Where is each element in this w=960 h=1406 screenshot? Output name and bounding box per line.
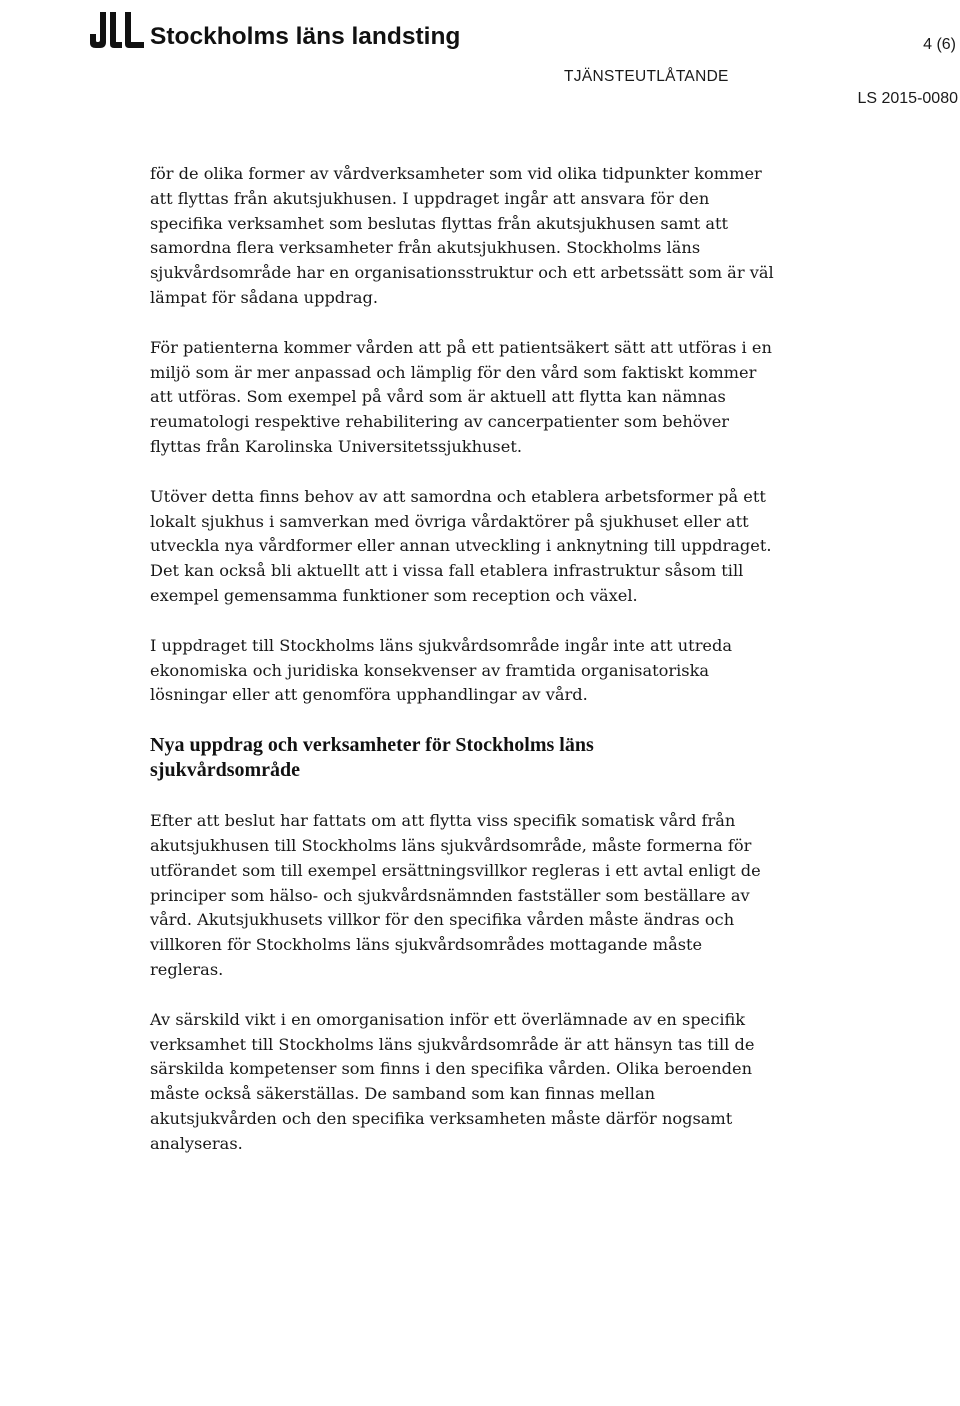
- document-reference: LS 2015-0080: [857, 90, 958, 107]
- body-paragraph-4: I uppdraget till Stockholms läns sjukvårdsområde ingår inte att utreda ekonomiska och juridiska konsekvenser av framtida organisatoriska lösningar eller att genomföra upphandlingar av vård.: [150, 635, 733, 705]
- body-paragraph-6: Av särskild vikt i en omorganisation inför ett överlämnade av en specifik verksamhet till Stockholms läns sjukvårdsområde är att hänsyn tas till de särskilda kompetenser som finns i den specifika vården. Olika beroenden måste också säkerställas. De samband som kan finnas mellan akutsjukvården och den specifika verksamheten måste därför nogsamt analyseras.: [150, 1009, 755, 1153]
- body-paragraph-5: Efter att beslut har fattats om att flytta viss specifik somatisk vård från akutsjukhusen till Stockholms läns sjukvårdsområde, måste formerna för utförandet som till exempel ersättningsvillkor regleras i ett avtal enligt de principer som hälso- och sjukvårdsnämnden fastställer som beställare av vård. Akutsjukhusets villkor för den specifika vården måste ändras och villkoren för Stockholms läns sjukvårdsområdes mottagande måste regleras.: [150, 811, 761, 979]
- section-heading: Nya uppdrag och verksamheter för Stockholms läns sjukvårdsområde: [150, 734, 594, 782]
- header-logo: [88, 10, 460, 50]
- body-paragraph-1: för de olika former av vårdverksamheter som vid olika tidpunkter kommer att flyttas från akutsjukhusen. I uppdraget ingår att ansvara för den specifika verksamhet som beslutas flyttas från akutsjukhusen samt att samordna flera verksamheter från akutsjukhusen. Stockholms läns sjukvårdsområde har en organisationsstruktur och ett arbetssätt som är väl lämpat för sådana uppdrag.: [150, 164, 774, 307]
- page-number: 4 (6): [923, 36, 956, 53]
- body-paragraph-3: Utöver detta finns behov av att samordna och etablera arbetsformer på ett lokalt sjukhus i samverkan med övriga vårdaktörer på sjukhuset eller att utveckla nya vårdformer eller annan utveckling i anknytning till uppdraget. Det kan också bli aktuellt att i vissa fall etablera infrastruktur såsom till exempel gemensamma funktioner som reception och växel.: [150, 486, 772, 605]
- document-body: [150, 162, 810, 1182]
- body-paragraph-2: För patienterna kommer vården att på ett patientsäkert sätt att utföras i en miljö som är mer anpassad och lämplig för den vård som faktiskt kommer att utföras. Som exempel på vård som är aktuell att flytta kan nämnas reumatologi respektive rehabilitering av cancerpatienter som behöver flyttas från Karolinska Universitetssjukhuset.: [150, 337, 772, 456]
- document-type: TJÄNSTEUTLÅTANDE: [564, 68, 729, 85]
- organization-name: Stockholms läns landsting: [150, 22, 461, 50]
- sll-logo-icon: [88, 10, 146, 50]
